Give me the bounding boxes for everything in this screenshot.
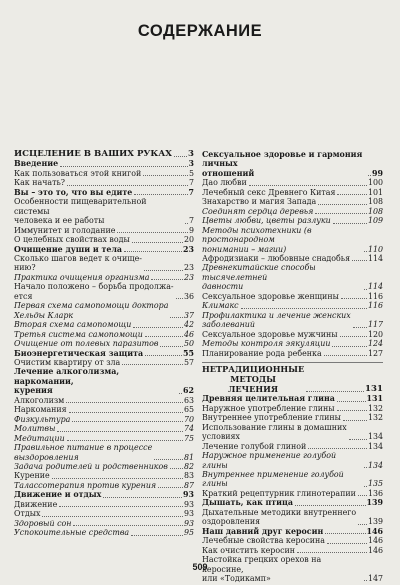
toc-entry-page: 46 xyxy=(183,329,194,339)
toc-entry-title: Правильное питание в процессе выздоровления xyxy=(14,443,153,462)
toc-entry xyxy=(14,320,194,329)
dot-leader xyxy=(66,402,183,403)
toc-entry-page: 23 xyxy=(183,263,194,273)
toc-entry-page: 65 xyxy=(183,405,194,415)
dot-leader xyxy=(185,223,188,224)
dot-leader xyxy=(145,336,183,337)
toc-entry xyxy=(14,226,194,235)
dot-leader xyxy=(170,317,183,318)
toc-entry xyxy=(14,415,194,424)
toc-entry-title: Физкультура xyxy=(14,414,71,424)
toc-entry-title: Алкоголизм xyxy=(14,395,65,405)
toc-entry xyxy=(202,263,383,291)
toc-entry-page: 7 xyxy=(188,178,194,188)
dot-leader xyxy=(306,391,364,392)
dot-leader xyxy=(144,270,183,271)
dot-leader xyxy=(57,431,183,432)
toc-entry xyxy=(14,339,194,348)
toc-entry-page: 74 xyxy=(183,424,194,434)
toc-entry-title: Очищение от полевых паразитов xyxy=(14,339,159,349)
toc-entry-page: 50 xyxy=(183,339,194,349)
toc-entry-page: 116 xyxy=(367,301,383,311)
section-heading xyxy=(202,365,383,394)
toc-entry-page: 75 xyxy=(183,433,194,443)
toc-entry-title: Древнекитайские способы тысячелетней давности xyxy=(202,263,316,292)
toc-entry xyxy=(202,301,383,310)
dot-leader xyxy=(176,298,183,299)
toc-entry-page: 81 xyxy=(183,452,194,462)
toc-entry-title: Лечение голубой глиной xyxy=(202,441,307,451)
toc-entry-title: Внутреннее применение голубой глины xyxy=(202,469,344,489)
toc-entry-title: Молитвы xyxy=(14,424,56,434)
dot-leader xyxy=(151,279,182,280)
dot-leader xyxy=(364,580,367,581)
dot-leader xyxy=(364,486,367,487)
dot-leader xyxy=(352,260,367,261)
toc-entry xyxy=(202,508,383,527)
toc-entry-page: 63 xyxy=(183,395,194,405)
toc-entry-title: Цветы любви, цветы разлуки xyxy=(202,216,331,226)
dot-leader xyxy=(42,516,183,517)
toc-entry xyxy=(14,282,194,301)
dot-leader xyxy=(249,185,367,186)
toc-entry-page: 95 xyxy=(183,528,194,538)
toc-entry xyxy=(202,470,383,489)
toc-entry xyxy=(14,273,194,282)
dot-leader xyxy=(174,156,187,157)
dot-leader xyxy=(59,506,183,507)
toc-entry xyxy=(14,500,194,509)
page-title: СОДЕРЖАНИЕ xyxy=(137,22,263,40)
toc-entry-page: 146 xyxy=(366,526,383,536)
dot-leader xyxy=(358,524,367,525)
toc-entry xyxy=(14,235,194,244)
dot-leader xyxy=(67,440,183,441)
dot-leader xyxy=(340,336,367,337)
toc-entry xyxy=(14,434,194,443)
toc-entry-page: 3 xyxy=(188,149,194,159)
toc-entry-page: 70 xyxy=(183,414,194,424)
dot-leader xyxy=(132,242,183,243)
toc-entry xyxy=(14,424,194,433)
dot-leader xyxy=(154,459,183,460)
toc-entry-title: Наружное употребление глины xyxy=(202,403,335,413)
toc-entry xyxy=(14,245,194,254)
toc-entry-page: 108 xyxy=(367,206,383,216)
toc-right-bottom xyxy=(202,394,383,583)
toc-left-column xyxy=(14,150,194,538)
toc-entry-title: Дыхательные методики внутреннего оздоровления xyxy=(202,507,357,527)
dot-leader xyxy=(52,478,183,479)
dot-leader xyxy=(72,421,183,422)
dot-leader xyxy=(69,412,183,413)
dot-leader xyxy=(343,420,367,421)
toc-entry xyxy=(14,528,194,537)
toc-entry-title: Задача родителей и родственников xyxy=(14,461,168,471)
toc-entry-page: 134 xyxy=(367,460,383,470)
toc-entry xyxy=(202,489,383,498)
toc-entry-page: 93 xyxy=(183,518,194,528)
toc-entry-title: Наркомания xyxy=(14,405,67,415)
toc-entry xyxy=(14,169,194,178)
toc-entry xyxy=(202,349,383,358)
toc-entry xyxy=(14,481,194,490)
toc-entry-page: 82 xyxy=(183,461,194,471)
dot-leader xyxy=(67,185,188,186)
toc-entry-page: 135 xyxy=(367,479,383,489)
toc-entry-title: Сексуальное здоровье мужчины xyxy=(202,329,338,339)
toc-entry-title: Древняя целительная глина xyxy=(202,394,335,404)
dot-leader xyxy=(73,525,183,526)
toc-entry xyxy=(202,413,383,422)
toc-entry xyxy=(202,423,383,442)
toc-entry-title: Начало положено – борьба продолжа- ется xyxy=(14,282,174,301)
dot-leader xyxy=(318,204,367,205)
dot-leader xyxy=(324,355,367,356)
toc-entry xyxy=(14,254,194,273)
toc-entry-title: Здоровый сон xyxy=(14,518,72,528)
toc-entry-title: Как очистить керосин xyxy=(202,545,296,555)
toc-entry-page: 136 xyxy=(367,488,383,498)
toc-entry-title: Профилактика и лечение женских заболеваний xyxy=(202,310,351,330)
dot-leader xyxy=(337,410,367,411)
toc-entry-title: Иммунитет и голодание xyxy=(14,225,116,235)
toc-entry-page: 132 xyxy=(367,413,383,423)
toc-entry-page: 146 xyxy=(367,545,383,555)
toc-entry-title: Знахарство и магия Запада xyxy=(202,197,317,207)
dot-leader xyxy=(341,298,367,299)
toc-entry-title: Климакс xyxy=(202,301,239,311)
toc-entry-title: Движение xyxy=(14,499,58,509)
toc-entry-title: Практика очищения организма xyxy=(14,272,150,282)
dot-leader xyxy=(133,327,183,328)
toc-entry-title: Первая схема самопомощи доктора Хельды Кларк xyxy=(14,301,169,320)
toc-entry-page: 62 xyxy=(183,386,194,396)
toc-entry-page: 7 xyxy=(188,187,194,197)
toc-entry-page: 83 xyxy=(183,471,194,481)
toc-entry-page: 42 xyxy=(183,320,194,330)
dot-leader xyxy=(337,194,366,195)
toc-entry-page: 109 xyxy=(367,216,383,226)
toc-entry-page: 127 xyxy=(367,348,383,358)
section-rule xyxy=(202,362,383,363)
toc-entry-title: Внутреннее употребление глины xyxy=(202,413,341,423)
page-number: 509 xyxy=(192,562,208,572)
toc-entry-page: 110 xyxy=(367,244,383,254)
dot-leader xyxy=(364,289,367,290)
dot-leader xyxy=(122,364,183,365)
toc-entry-title: Вторая схема самопомощи xyxy=(14,320,132,330)
toc-entry xyxy=(14,490,194,499)
toc-entry-page: 139 xyxy=(367,517,383,527)
toc-entry-page: 55 xyxy=(183,348,194,358)
toc-entry xyxy=(14,301,194,320)
dot-leader xyxy=(158,487,183,488)
toc-entry-title: Краткий рецептурник глинотерапии xyxy=(202,488,356,498)
toc-entry xyxy=(202,527,383,536)
toc-entry xyxy=(202,536,383,545)
toc-entry-page: 23 xyxy=(183,272,194,282)
toc-entry-page: 147 xyxy=(367,573,383,583)
dot-leader xyxy=(332,346,366,347)
dot-leader xyxy=(143,175,188,176)
toc-entry xyxy=(14,396,194,405)
toc-entry-title: Лечение алкоголизма, наркомании, курения xyxy=(14,367,120,396)
toc-entry-page: 3 xyxy=(188,159,194,169)
toc-entry xyxy=(202,330,383,339)
toc-entry-title: Настойка грецких орехов на керосине, или «Тодикамп» xyxy=(202,555,322,583)
toc-entry xyxy=(202,442,383,451)
toc-entry xyxy=(202,197,383,206)
toc-entry-title: Как пользоваться этой книгой xyxy=(14,168,142,178)
toc-entry xyxy=(202,546,383,555)
toc-entry-page: 5 xyxy=(188,168,194,178)
toc-entry-title: Сколько шагов ведет к очище- нию? xyxy=(14,253,142,273)
section-heading-page: 131 xyxy=(365,383,383,394)
toc-entry-title: О целебных свойствах воды xyxy=(14,235,130,245)
toc-entry-page: 99 xyxy=(372,168,383,178)
toc-entry xyxy=(14,405,194,414)
toc-entry xyxy=(202,404,383,413)
dot-leader xyxy=(160,346,182,347)
dot-leader xyxy=(295,505,366,506)
dot-leader xyxy=(103,497,182,498)
toc-entry-page: 116 xyxy=(367,291,383,301)
toc-entry-page: 87 xyxy=(183,480,194,490)
toc-entry xyxy=(14,367,194,395)
dot-leader xyxy=(131,535,183,536)
dot-leader xyxy=(327,543,367,544)
dot-leader xyxy=(358,495,367,496)
toc-entry-title: Отдых xyxy=(14,509,41,519)
toc-entry-title: Очищение души и тела xyxy=(14,244,123,254)
toc-entry xyxy=(202,207,383,216)
toc-entry xyxy=(202,292,383,301)
dot-leader xyxy=(349,439,367,440)
section-heading-text: НЕТРАДИЦИОННЫЕ МЕТОДЫ ЛЕЧЕНИЯ xyxy=(202,363,305,394)
toc-entry-page: 37 xyxy=(183,310,194,320)
toc-entry-title: Наш давний друг керосин xyxy=(202,526,324,536)
toc-entry-page: 131 xyxy=(366,394,383,404)
dot-leader xyxy=(364,251,367,252)
toc-entry xyxy=(202,188,383,197)
toc-entry xyxy=(202,498,383,507)
toc-entry-title: Движение и отдых xyxy=(14,490,102,500)
toc-entry xyxy=(14,349,194,358)
toc-entry xyxy=(14,188,194,197)
toc-entry-title: Биоэнергетическая защита xyxy=(14,348,144,358)
toc-entry-title: Таласcотерапия против курения xyxy=(14,480,157,490)
toc-entry-page: 117 xyxy=(367,320,383,330)
toc-entry-page: 114 xyxy=(367,253,383,263)
toc-right-column xyxy=(202,150,383,583)
toc-entry-title: Курение xyxy=(14,471,50,481)
dot-leader xyxy=(297,552,367,553)
toc-entry-page: 134 xyxy=(367,441,383,451)
toc-entry xyxy=(14,178,194,187)
toc-right-top xyxy=(202,150,383,358)
toc-entry-title: Дао любви xyxy=(202,178,247,188)
toc-entry-title: Планирование рода ребенка xyxy=(202,348,322,358)
toc-entry-page: 114 xyxy=(367,282,383,292)
toc-entry xyxy=(202,394,383,403)
toc-entry-page: 9 xyxy=(188,225,194,235)
toc-entry-title: Афродизиаки – любовные снадобья xyxy=(202,253,351,263)
dot-leader xyxy=(337,401,366,402)
toc-entry-title: Третья система самопомощи xyxy=(14,329,143,339)
toc-entry-title: Вы – это то, что вы едите xyxy=(14,187,133,197)
toc-entry-title: Введение xyxy=(14,159,59,169)
toc-entry-page: 132 xyxy=(367,403,383,413)
toc-entry-title: Медитации xyxy=(14,433,65,443)
dot-leader xyxy=(145,355,182,356)
toc-entry-page: 101 xyxy=(367,187,383,197)
dot-leader xyxy=(124,251,182,252)
toc-entry xyxy=(14,462,194,471)
dot-leader xyxy=(241,308,367,309)
dot-leader xyxy=(170,468,183,469)
toc-entry-title: ИСЦЕЛЕНИЕ В ВАШИХ РУКАХ xyxy=(14,149,172,159)
toc-entry-title: Очистим квартиру от зла xyxy=(14,357,121,367)
toc-entry xyxy=(202,339,383,348)
dot-leader xyxy=(179,393,182,394)
toc-entry-page: 146 xyxy=(367,536,383,546)
toc-entry-title: Соединят сердца деревья xyxy=(202,206,314,216)
toc-entry-page: 20 xyxy=(183,235,194,245)
dot-leader xyxy=(325,533,365,534)
toc-entry xyxy=(202,311,383,330)
dot-leader xyxy=(308,448,367,449)
toc-entry xyxy=(14,330,194,339)
toc-entry-page: 23 xyxy=(183,244,194,254)
toc-entry-title: Особенности пищеварительной системы человека и ее работы xyxy=(14,197,147,226)
section-heading-block xyxy=(202,362,383,394)
dot-leader xyxy=(60,166,187,167)
toc-entry-title: Дышать, как птица xyxy=(202,498,293,508)
toc-entry xyxy=(202,226,383,254)
toc-entry-title: Успокоительные средства xyxy=(14,528,130,538)
toc-entry xyxy=(14,197,194,225)
dot-leader xyxy=(134,194,187,195)
dot-leader xyxy=(353,327,367,328)
toc-entry xyxy=(14,159,194,168)
dot-leader xyxy=(117,232,188,233)
toc-entry-title: Сексуальное здоровье женщины xyxy=(202,291,339,301)
toc-entry xyxy=(14,509,194,518)
toc-entry-page: 93 xyxy=(183,509,194,519)
toc-entry-title: Лечебные свойства керосина xyxy=(202,536,325,546)
toc-entry-page: 100 xyxy=(367,178,383,188)
toc-entry-title: Сексуальное здоровье и гармония личных отношений xyxy=(202,150,363,178)
toc-entry-title: Методы психотехники (в простонародном понимании – магии) xyxy=(202,225,312,254)
toc-entry-page: 57 xyxy=(183,357,194,367)
toc-entry xyxy=(202,178,383,187)
toc-entry xyxy=(202,216,383,225)
toc-entry-title: Использование глины в домашних условиях xyxy=(202,422,347,442)
toc-entry-page: 139 xyxy=(366,498,383,508)
toc-entry-title: Методы контроля эякуляции xyxy=(202,339,331,349)
dot-leader xyxy=(315,213,367,214)
toc-entry xyxy=(14,519,194,528)
toc-entry xyxy=(202,150,383,178)
toc-entry-page: 108 xyxy=(367,197,383,207)
toc-entry-page: 120 xyxy=(367,329,383,339)
toc-entry xyxy=(14,471,194,480)
toc-entry xyxy=(202,451,383,470)
dot-leader xyxy=(364,467,367,468)
toc-entry xyxy=(14,443,194,462)
toc-entry-page: 36 xyxy=(183,291,194,301)
toc-entry-page: 124 xyxy=(367,339,383,349)
toc-entry-title: Лечебный секс Древнего Китая xyxy=(202,187,336,197)
toc-entry-title: Как начать? xyxy=(14,178,66,188)
dot-leader xyxy=(333,223,367,224)
dot-leader xyxy=(368,175,371,176)
toc-entry-title: Наружное применение голубой глины xyxy=(202,451,337,470)
toc-entry xyxy=(14,150,194,159)
toc-entry-page: 134 xyxy=(367,432,383,442)
toc-entry-page: 93 xyxy=(183,499,194,509)
toc-entry xyxy=(202,254,383,263)
toc-entry xyxy=(14,358,194,367)
toc-entry-page: 7 xyxy=(188,216,194,226)
toc-entry-page: 93 xyxy=(183,490,194,500)
